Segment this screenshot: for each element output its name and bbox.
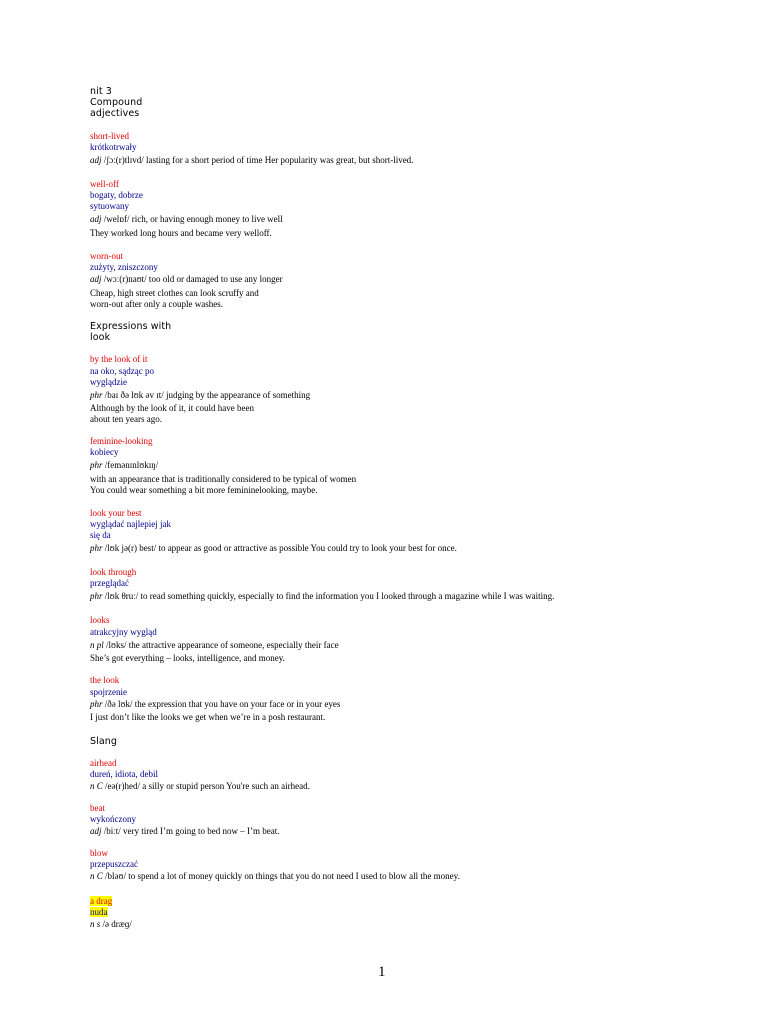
entry-pos: adj bbox=[90, 155, 102, 165]
entry-definition-text: /ðə lʊk/ the expression that you have on your face or in your eyes bbox=[102, 699, 341, 709]
entry-pos: n C bbox=[90, 871, 103, 881]
entry-example: You could wear something a bit more femininelooking, maybe. bbox=[90, 485, 318, 495]
entry-definition bbox=[90, 781, 310, 792]
entry-pos: phr bbox=[90, 390, 103, 400]
entry-pos: adj bbox=[90, 214, 102, 224]
entry-definition-text: /lʊk jə(r) best/ to appear as good or attractive as possible You could try to look your best for once. bbox=[102, 543, 457, 553]
entry-example: with an appearance that is traditionally considered to be typical of women bbox=[90, 474, 357, 484]
entry-pos: adj bbox=[90, 826, 102, 836]
entry-translation: wyglądzie bbox=[90, 377, 127, 387]
entry-definition-text: /welɒf/ rich, or having enough money to live well bbox=[101, 214, 283, 224]
entry-translation: spojrzenie bbox=[90, 687, 127, 697]
entry-example: about ten years ago. bbox=[90, 414, 162, 424]
section-title-slang: Slang bbox=[90, 736, 118, 747]
entry-pos: phr bbox=[90, 460, 103, 470]
entry-translation: sytuowany bbox=[90, 201, 129, 211]
entry-definition-text: /ə dræɡ/ bbox=[100, 919, 132, 929]
entry-term: a drag bbox=[90, 896, 113, 906]
entry-definition bbox=[90, 871, 460, 882]
entry-definition-text: /femənɪnlʊkɪŋ/ bbox=[102, 460, 159, 470]
entry-pos: phr bbox=[90, 543, 103, 553]
entry-pos: n s bbox=[90, 919, 101, 929]
entry-definition-text: /wɔː(r)naʊt/ too old or damaged to use any longer bbox=[101, 274, 283, 284]
entry-translation: atrakcyjny wygląd bbox=[90, 627, 157, 637]
entry-example: She’s got everything – looks, intelligence, and money. bbox=[90, 653, 285, 663]
entry-definition bbox=[90, 699, 340, 710]
entry-definition-text: /lʊk θruː/ to read something quickly, especially to find the information you I looked through a magazine while I was waiting. bbox=[102, 591, 555, 601]
entry-term-highlighted bbox=[90, 896, 112, 907]
section-title-look: look bbox=[90, 332, 111, 343]
entry-translation: wykończony bbox=[90, 814, 136, 824]
entry-pos: phr bbox=[90, 699, 103, 709]
entry-example: They worked long hours and became very welloff. bbox=[90, 228, 272, 238]
entry-term: worn-out bbox=[90, 251, 123, 261]
entry-pos: phr bbox=[90, 591, 103, 601]
entry-definition-text: /eə(r)hed/ a silly or stupid person You're such an airhead. bbox=[102, 781, 310, 791]
entry-translation: krótkotrwały bbox=[90, 142, 137, 152]
entry-term: feminine-looking bbox=[90, 436, 153, 446]
entry-pos: n C bbox=[90, 781, 103, 791]
entry-definition bbox=[90, 826, 279, 837]
section-title-expressions: Expressions with bbox=[90, 321, 172, 332]
entry-definition bbox=[90, 274, 283, 285]
entry-example: Cheap, high street clothes can look scruffy and bbox=[90, 288, 259, 298]
section-title-compound: Compound bbox=[90, 97, 143, 108]
entry-term: the look bbox=[90, 675, 120, 685]
entry-definition bbox=[90, 460, 158, 471]
entry-example: worn-out after only a couple washes. bbox=[90, 299, 223, 309]
entry-definition bbox=[90, 640, 339, 651]
entry-definition-text: /bləʊ/ to spend a lot of money quickly on things that you do not need I used to blow all the money. bbox=[102, 871, 460, 881]
entry-pos: adj bbox=[90, 274, 102, 284]
entry-definition-text: /baɪ ðə lʊk əv ɪt/ judging by the appearance of something bbox=[102, 390, 311, 400]
entry-translation: kobiecy bbox=[90, 447, 119, 457]
entry-term: look through bbox=[90, 567, 137, 577]
entry-translation: nuda bbox=[90, 907, 108, 917]
entry-term: beat bbox=[90, 803, 105, 813]
entry-definition bbox=[90, 214, 283, 225]
unit-heading: nit 3 bbox=[90, 86, 112, 97]
entry-translation: przepuszczać bbox=[90, 859, 138, 869]
page-number: 1 bbox=[378, 964, 386, 980]
entry-definition-text: /lʊks/ the attractive appearance of someone, especially their face bbox=[103, 640, 339, 650]
entry-translation: się da bbox=[90, 530, 111, 540]
entry-definition bbox=[90, 155, 413, 166]
entry-translation-highlighted bbox=[90, 907, 108, 918]
entry-translation: na oko, sądząc po bbox=[90, 366, 154, 376]
entry-translation: bogaty, dobrze bbox=[90, 190, 143, 200]
entry-term: airhead bbox=[90, 758, 117, 768]
section-title-adjectives: adjectives bbox=[90, 108, 140, 119]
entry-translation: zużyty, zniszczony bbox=[90, 262, 158, 272]
entry-definition bbox=[90, 591, 554, 602]
entry-term: looks bbox=[90, 615, 110, 625]
entry-definition-text: /ʃɔː(r)tlɪvd/ lasting for a short period of time Her popularity was great, but short-lived. bbox=[101, 155, 414, 165]
entry-term: short-lived bbox=[90, 131, 129, 141]
entry-term: by the look of it bbox=[90, 354, 148, 364]
entry-pos: n pl bbox=[90, 640, 104, 650]
entry-definition bbox=[90, 390, 310, 401]
entry-example: Although by the look of it, it could have been bbox=[90, 403, 254, 413]
entry-term: look your best bbox=[90, 508, 142, 518]
entry-term: blow bbox=[90, 848, 108, 858]
entry-definition-text: /biːt/ very tired I’m going to bed now – I’m beat. bbox=[101, 826, 280, 836]
entry-definition bbox=[90, 543, 457, 554]
entry-translation: wyglądać najlepiej jak bbox=[90, 519, 171, 529]
entry-translation: dureń, idiota, debil bbox=[90, 769, 158, 779]
entry-translation: przeglądać bbox=[90, 578, 129, 588]
entry-example: I just don’t like the looks we get when we’re in a posh restaurant. bbox=[90, 712, 326, 722]
entry-definition bbox=[90, 919, 132, 930]
entry-term: well-off bbox=[90, 179, 119, 189]
